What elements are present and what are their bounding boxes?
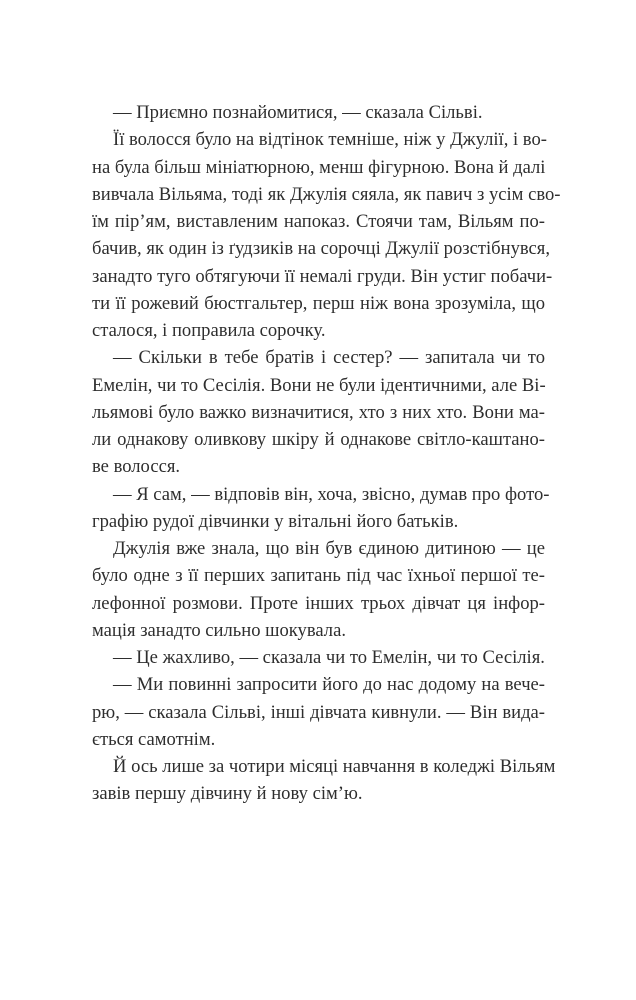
text-line: бачив, як один із ґудзиків на сорочці Джулії розстібнувся, <box>92 238 550 260</box>
text-line: ється самотнім. <box>92 728 216 750</box>
paragraph <box>92 126 561 344</box>
paragraph <box>92 671 545 753</box>
text-line: ве волосся. <box>92 456 181 478</box>
text-line: Її волосся було на відтінок темніше, ніж у Джулії, і во- <box>113 129 547 151</box>
text-line: завів першу дівчину й нову сім’ю. <box>92 783 363 805</box>
text-line: занадто туго обтягуючи її немалі груди. Він устиг побачи- <box>92 265 553 287</box>
text-line: вивчала Вільяма, тоді як Джулія сяяла, як павич з усім сво- <box>92 183 561 205</box>
paragraph <box>92 535 545 644</box>
text-line: ли однакову оливкову шкіру й однакове світло-каштано- <box>92 429 545 450</box>
text-line: — Скільки в тебе братів і сестер? — запитала чи то <box>113 347 545 369</box>
text-line: на була більш мініатюрною, менш фігурною. Вона й далі <box>92 156 546 178</box>
text-line: рю, — сказала Сільві, інші дівчата кивнули. — Він вида- <box>92 701 545 723</box>
paragraph <box>92 753 556 808</box>
paragraph <box>92 99 545 126</box>
paragraph <box>92 344 545 480</box>
text-line: — Це жахливо, — сказала чи то Емелін, чи то Сесілія. <box>113 647 545 668</box>
text-line: — Я сам, — відповів він, хоча, звісно, думав про фото- <box>113 483 550 505</box>
text-line: льямові було важко визначитися, хто з них хто. Вони ма- <box>92 401 545 423</box>
text-line: — Ми повинні запросити його до нас додому на вече- <box>113 674 545 696</box>
text-line: — Приємно познайомитися, — сказала Сільві. <box>113 102 483 123</box>
text-line: сталося, і поправила сорочку. <box>92 320 326 341</box>
paragraph <box>92 481 550 536</box>
text-line: Й ось лише за чотири місяці навчання в коледжі Вільям <box>113 756 556 777</box>
text-line: було одне з її перших запитань під час їхньої першої те- <box>92 565 545 587</box>
text-line: Джулія вже знала, що він був єдиною дитиною — це <box>113 538 545 559</box>
text-line: Емелін, чи то Сесілія. Вони не були ідентичними, але Ві- <box>92 374 546 396</box>
paragraph <box>92 644 545 671</box>
text-line: мація занадто сильно шокувала. <box>92 619 346 641</box>
text-line: лефонної розмови. Проте інших трьох дівчат ця інфор- <box>92 592 545 614</box>
text-line: їм пір’ям, виставленим напоказ. Стоячи там, Вільям по- <box>92 211 545 232</box>
text-line: ти її рожевий бюстгальтер, перш ніж вона зрозуміла, що <box>92 292 545 314</box>
text-line: графію рудої дівчинки у вітальні його батьків. <box>92 510 459 532</box>
book-page-text <box>92 99 561 808</box>
